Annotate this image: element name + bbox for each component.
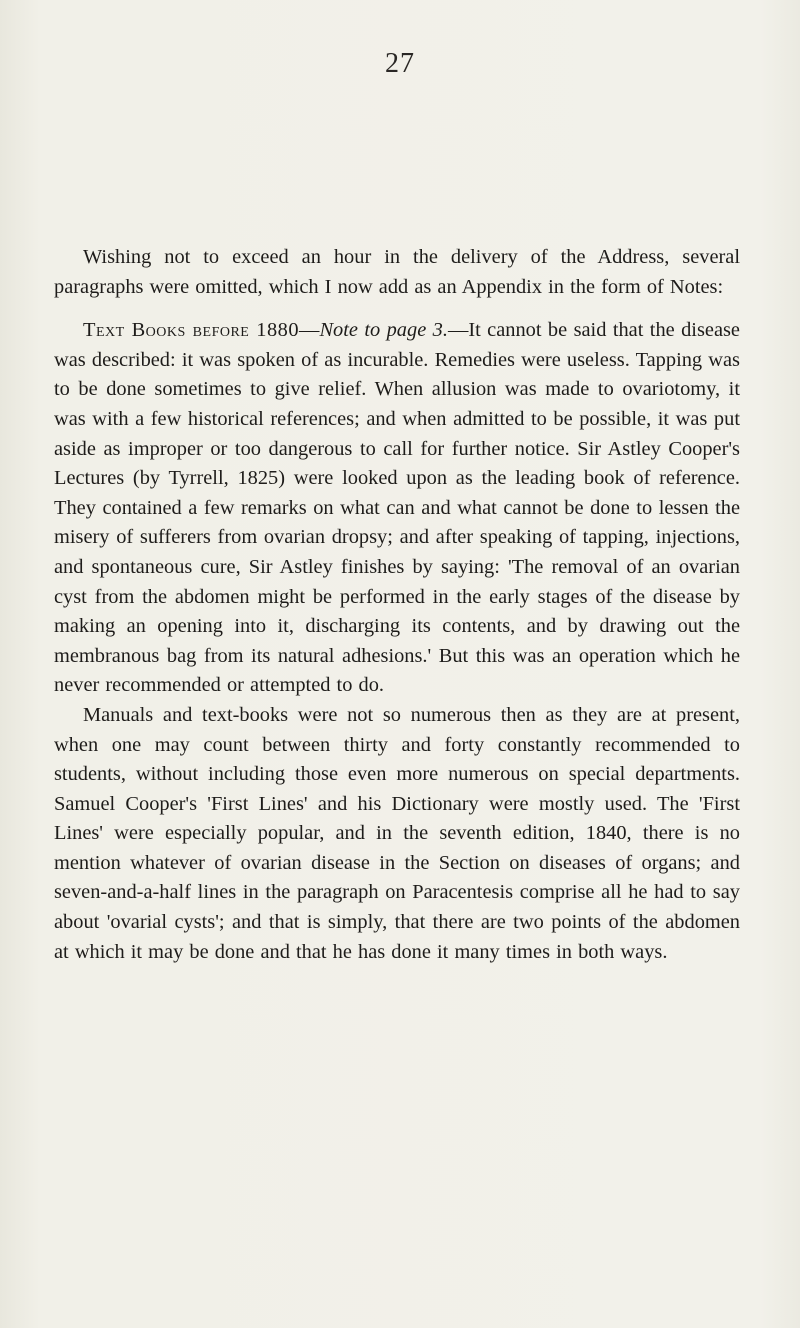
text-books-body: —It cannot be said that the disease was described: it was spoken of as incurable. Remedies were useless. Tapping was to be done sometimes to give relief. When allusion was made to ovariotomy, it was with a few historical references; and when admitted to be possible, it was put aside as improper or too dangerous to call for further notice. Sir Astley Cooper's Lectures (by Tyrrell, 1825) were looked upon as the leading book of reference. They contained a few remarks on what can and what cannot be done to lessen the misery of sufferers from ovarian dropsy; and after speaking of tapping, injections, and spontaneous cure, Sir Astley finishes by saying: 'The removal of an ovarian cyst from the abdomen might be performed in the early stages of the disease by making an opening into it, discharging its contents, and by drawing out the membranous bag from its natural adhesions.' But this was an operation which he never recommended or attempted to do. (54, 319, 740, 697)
manuals-paragraph: Manuals and text-books were not so numerous then as they are at present, when one may count between thirty and forty constantly recommended to students, without including those even more numerous on special departments. Samuel Cooper's 'First Lines' and his Dictionary were mostly used. The 'First Lines' were especially popular, and in the seventh edition, 1840, there is no mention whatever of ovarian disease in the Section on diseases of organs; and seven-and-a-half lines in the paragraph on Paracentesis comprise all he had to say about 'ovarial cysts'; and that is simply, that there are two points of the abdomen at which it may be done and that he has done it many times in both ways. (54, 703, 740, 963)
note-reference: Note to page 3. (319, 319, 448, 342)
heading-dash: — (299, 319, 320, 342)
page-number: 27 (385, 48, 415, 79)
text-books-paragraph (54, 316, 740, 701)
intro-paragraph: Wishing not to exceed an hour in the delivery of the Address, several paragraphs were omitted, which I now add as an Appendix in the form of Notes: (54, 246, 740, 298)
body-text (54, 243, 740, 967)
section-heading: Text Books before 1880 (83, 319, 300, 342)
